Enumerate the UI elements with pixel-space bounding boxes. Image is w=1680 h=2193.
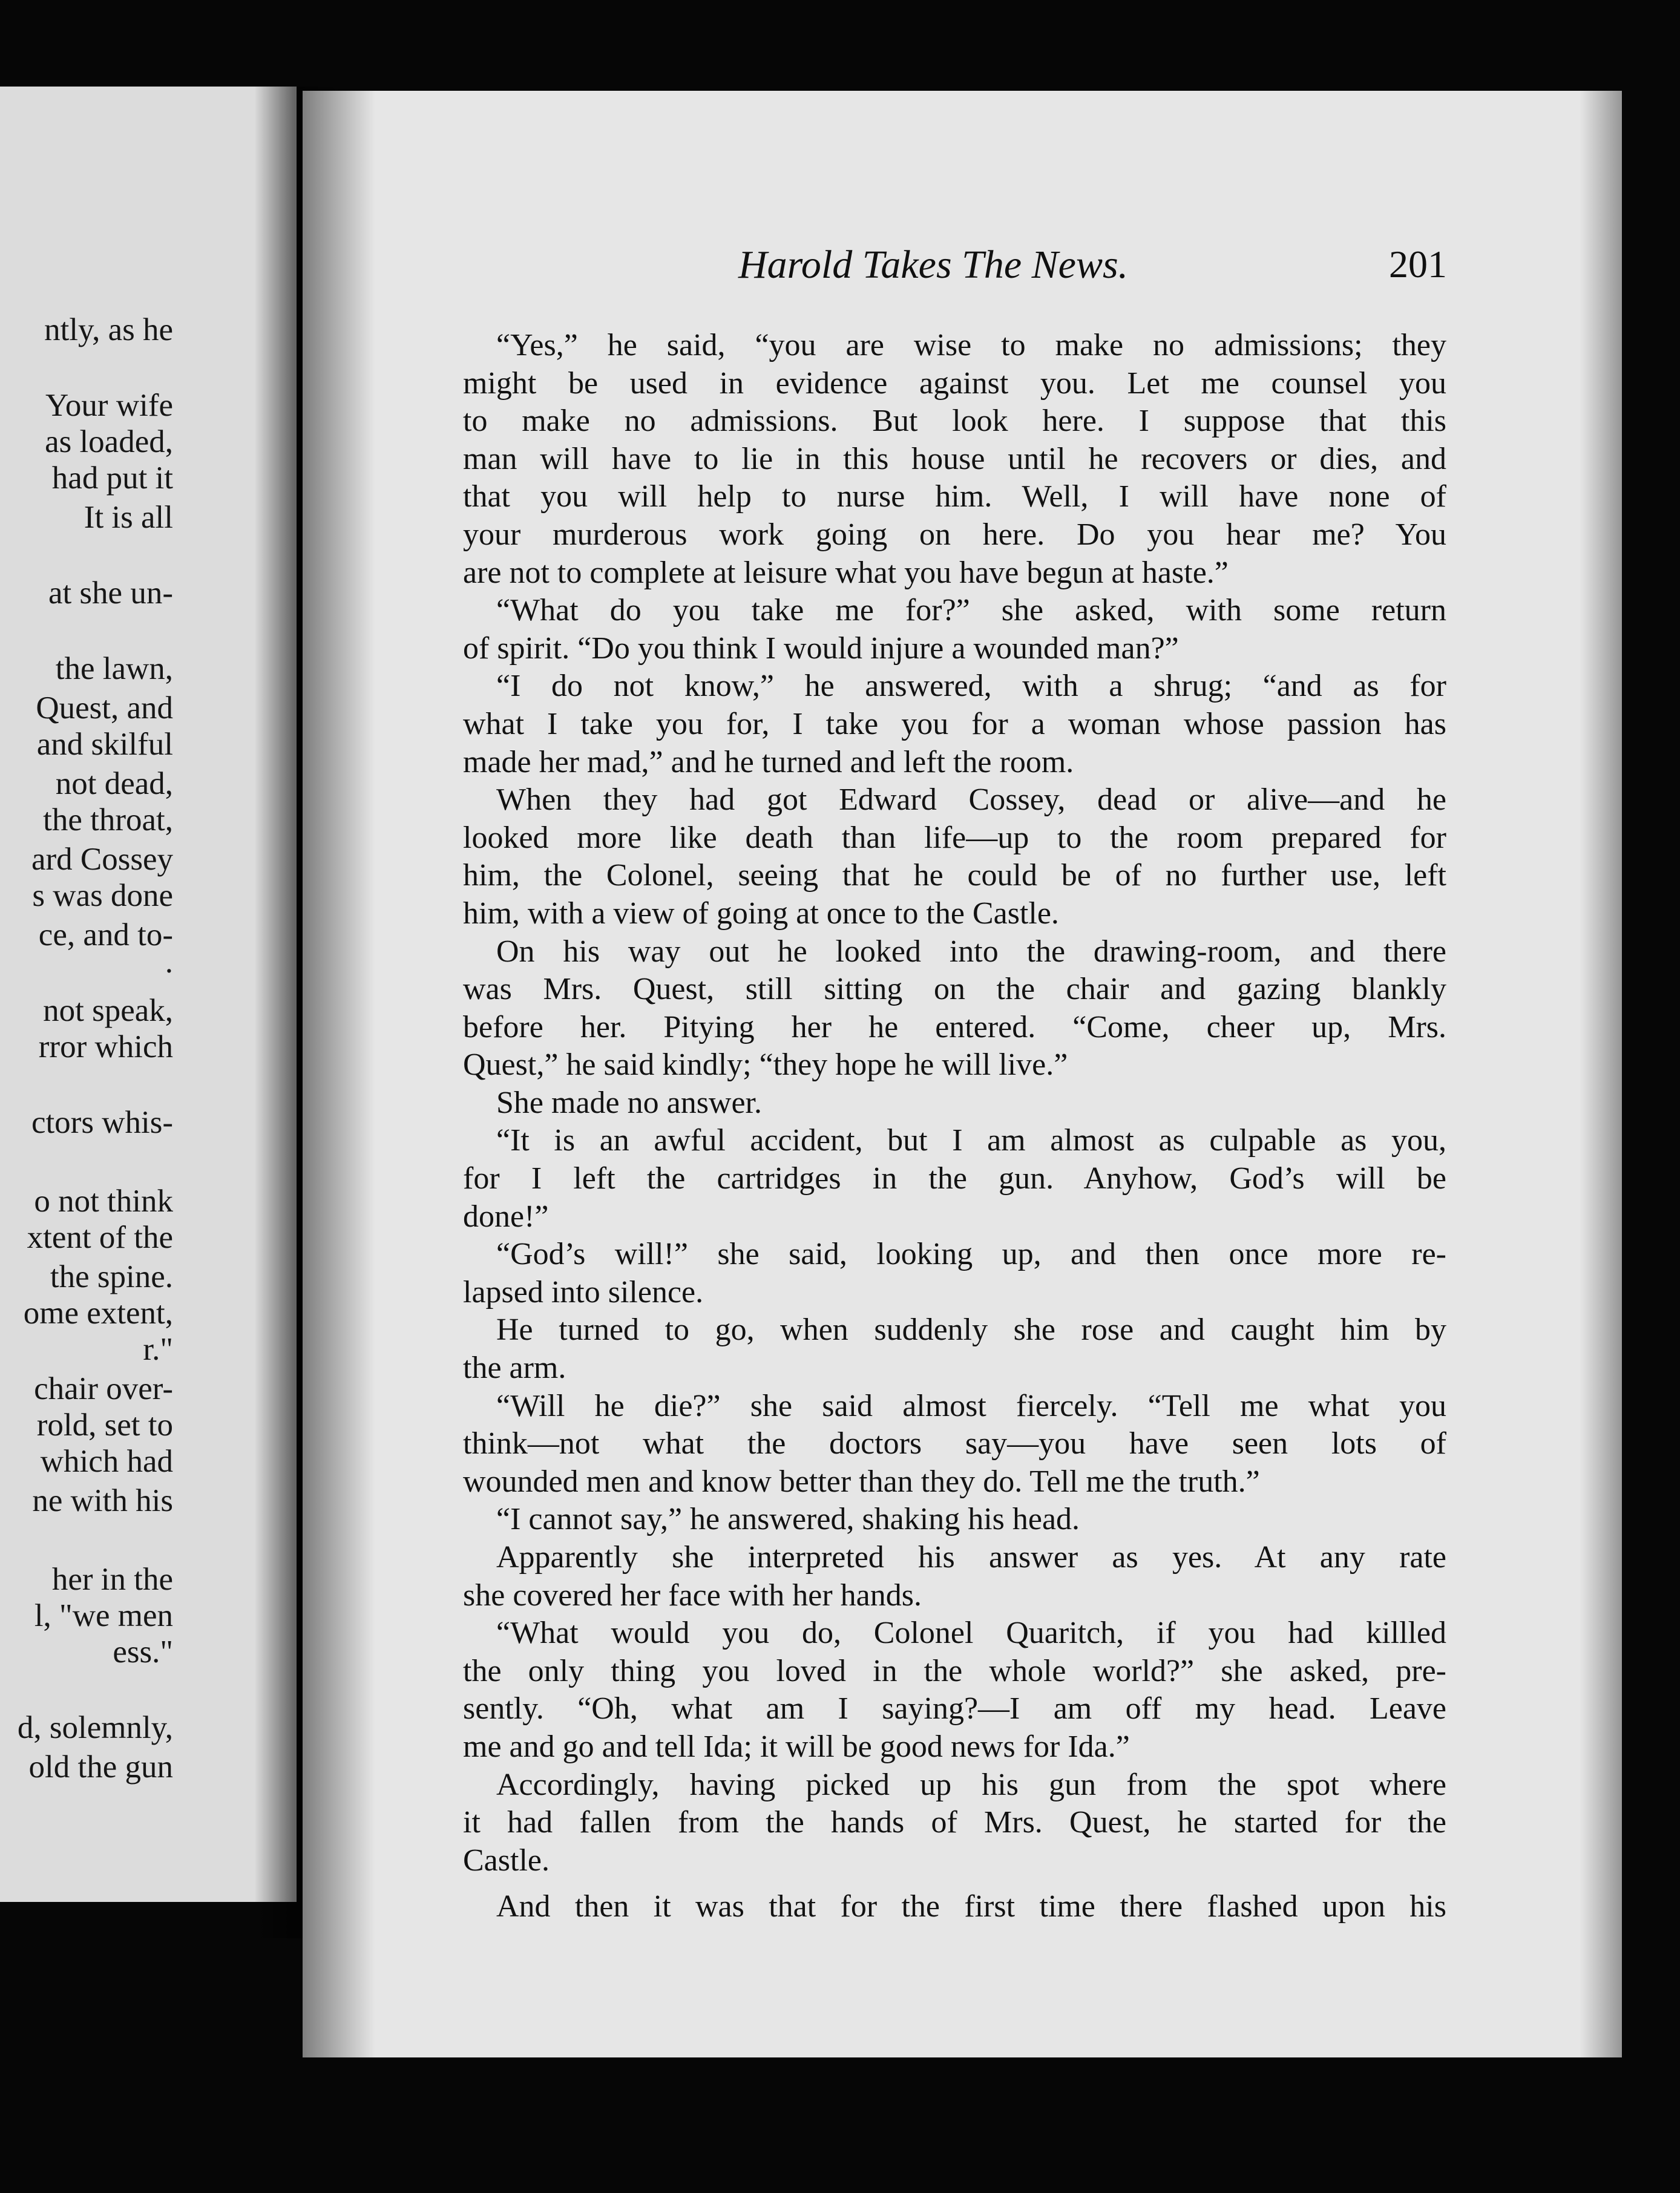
text-line: was Mrs. Quest, still sitting on the chair and gazing blankly [463, 972, 1446, 1007]
text-line: And then it was that for the first time there flashed upon his [496, 1889, 1446, 1924]
text-line: Castle. [463, 1843, 550, 1878]
left-page-line: not dead, [55, 766, 173, 801]
text-line: wounded men and know better than they do. Tell me the truth.” [463, 1464, 1260, 1499]
text-line: On his way out he looked into the drawing-room, and there [496, 934, 1446, 969]
page-header [303, 242, 1622, 297]
running-head: Harold Takes The News. [738, 243, 1129, 287]
left-page-fragment [0, 87, 297, 1902]
text-line: the only thing you loved in the whole world?” she asked, pre- [463, 1653, 1446, 1688]
text-line: before her. Pitying her he entered. “Come, cheer up, Mrs. [463, 1009, 1446, 1044]
text-line: “God’s will!” she said, looking up, and then once more re- [496, 1237, 1446, 1272]
left-page-line: not speak, [43, 993, 173, 1028]
text-line: lapsed into silence. [463, 1274, 704, 1310]
text-line: man will have to lie in this house until he recovers or dies, and [463, 441, 1446, 476]
text-line: Apparently she interpreted his answer as yes. At any rate [496, 1540, 1446, 1575]
left-page-line: ne with his [32, 1483, 173, 1518]
text-line: “What do you take me for?” she asked, with some return [496, 593, 1446, 628]
text-line: looked more like death than life—up to the room prepared for [463, 820, 1446, 855]
left-page-line: xtent of the [27, 1220, 173, 1255]
text-line: “I do not know,” he answered, with a shrug; “and as for [496, 669, 1446, 704]
text-line: “Yes,” he said, “you are wise to make no admissions; they [496, 328, 1446, 362]
left-page-line: which had [40, 1444, 173, 1479]
text-line: He turned to go, when suddenly she rose and caught him by [496, 1313, 1446, 1348]
right-page [303, 91, 1622, 2057]
left-page-line: rror which [38, 1029, 173, 1064]
left-page-line: d, solemnly, [17, 1710, 173, 1745]
left-page-line: had put it [51, 461, 173, 496]
text-line: the arm. [463, 1351, 566, 1386]
text-line: When they had got Edward Cossey, dead or alive—and he [496, 782, 1446, 818]
text-line: of spirit. “Do you think I would injure a wounded man?” [463, 631, 1179, 666]
left-page-line: ess." [113, 1634, 173, 1670]
left-page-line: ce, and to- [38, 917, 173, 952]
left-page-line: the throat, [43, 802, 173, 838]
text-line: done!” [463, 1199, 549, 1234]
text-line: Accordingly, having picked up his gun from the spot where [496, 1767, 1446, 1802]
text-line: it had fallen from the hands of Mrs. Quest, he started for the [463, 1805, 1446, 1840]
left-page-line: the lawn, [55, 651, 173, 686]
text-line: that you will help to nurse him. Well, I will have none of [463, 479, 1446, 514]
text-line: him, the Colonel, seeing that he could be of no further use, left [463, 858, 1446, 893]
left-page-line: l, "we men [34, 1598, 173, 1633]
text-line: “I cannot say,” he answered, shaking his head. [496, 1502, 1080, 1537]
text-line: She made no answer. [496, 1085, 763, 1120]
text-line: Quest,” he said kindly; “they hope he will live.” [463, 1047, 1068, 1083]
text-line: are not to complete at leisure what you have begun at haste.” [463, 555, 1229, 590]
text-line: think—not what the doctors say—you have seen lots of [463, 1426, 1446, 1461]
text-line: “It is an awful accident, but I am almost as culpable as you, [496, 1123, 1446, 1158]
left-page-line: Quest, and [36, 690, 173, 726]
left-page-line: ome extent, [23, 1296, 173, 1331]
text-line: what I take you for, I take you for a woman whose passion has [463, 706, 1446, 741]
left-page-line: at she un- [48, 575, 173, 611]
text-line: for I left the cartridges in the gun. Anyhow, God’s will be [463, 1161, 1446, 1196]
left-page-line: ctors whis- [31, 1105, 173, 1140]
left-page-line: It is all [84, 500, 173, 535]
left-page-line: her in the [51, 1562, 173, 1597]
left-page-line: and skilful [36, 727, 173, 762]
text-line: “What would you do, Colonel Quaritch, if you had killled [496, 1616, 1446, 1651]
left-page-line: the spine. [50, 1259, 173, 1294]
text-line: sently. “Oh, what am I saying?—I am off my head. Leave [463, 1691, 1446, 1726]
body-text [463, 327, 1446, 1926]
left-page-line: r." [143, 1332, 173, 1367]
left-page-line: Your wife [45, 388, 173, 423]
text-line: him, with a view of going at once to the Castle. [463, 896, 1059, 931]
left-page-line: old the gun [28, 1749, 173, 1785]
page-number: 201 [1389, 243, 1447, 286]
left-page-line: . [165, 945, 173, 980]
text-line: might be used in evidence against you. Let me counsel you [463, 366, 1446, 401]
text-line: made her mad,” and he turned and left the room. [463, 744, 1074, 779]
text-line: she covered her face with her hands. [463, 1578, 922, 1613]
left-page-line: s was done [32, 878, 173, 913]
text-line: me and go and tell Ida; it will be good news for Ida.” [463, 1729, 1130, 1764]
left-page-line: rold, set to [36, 1408, 173, 1443]
left-page-line: chair over- [34, 1371, 173, 1406]
left-page-line: ntly, as he [44, 312, 173, 347]
text-line: your murderous work going on here. Do you hear me? You [463, 517, 1446, 552]
left-page-line: o not think [34, 1184, 173, 1219]
left-page-line: as loaded, [45, 424, 173, 459]
left-page-line: ard Cossey [31, 842, 173, 877]
text-line: to make no admissions. But look here. I suppose that this [463, 404, 1446, 439]
text-line: “Will he die?” she said almost fiercely. “Tell me what you [496, 1388, 1446, 1423]
